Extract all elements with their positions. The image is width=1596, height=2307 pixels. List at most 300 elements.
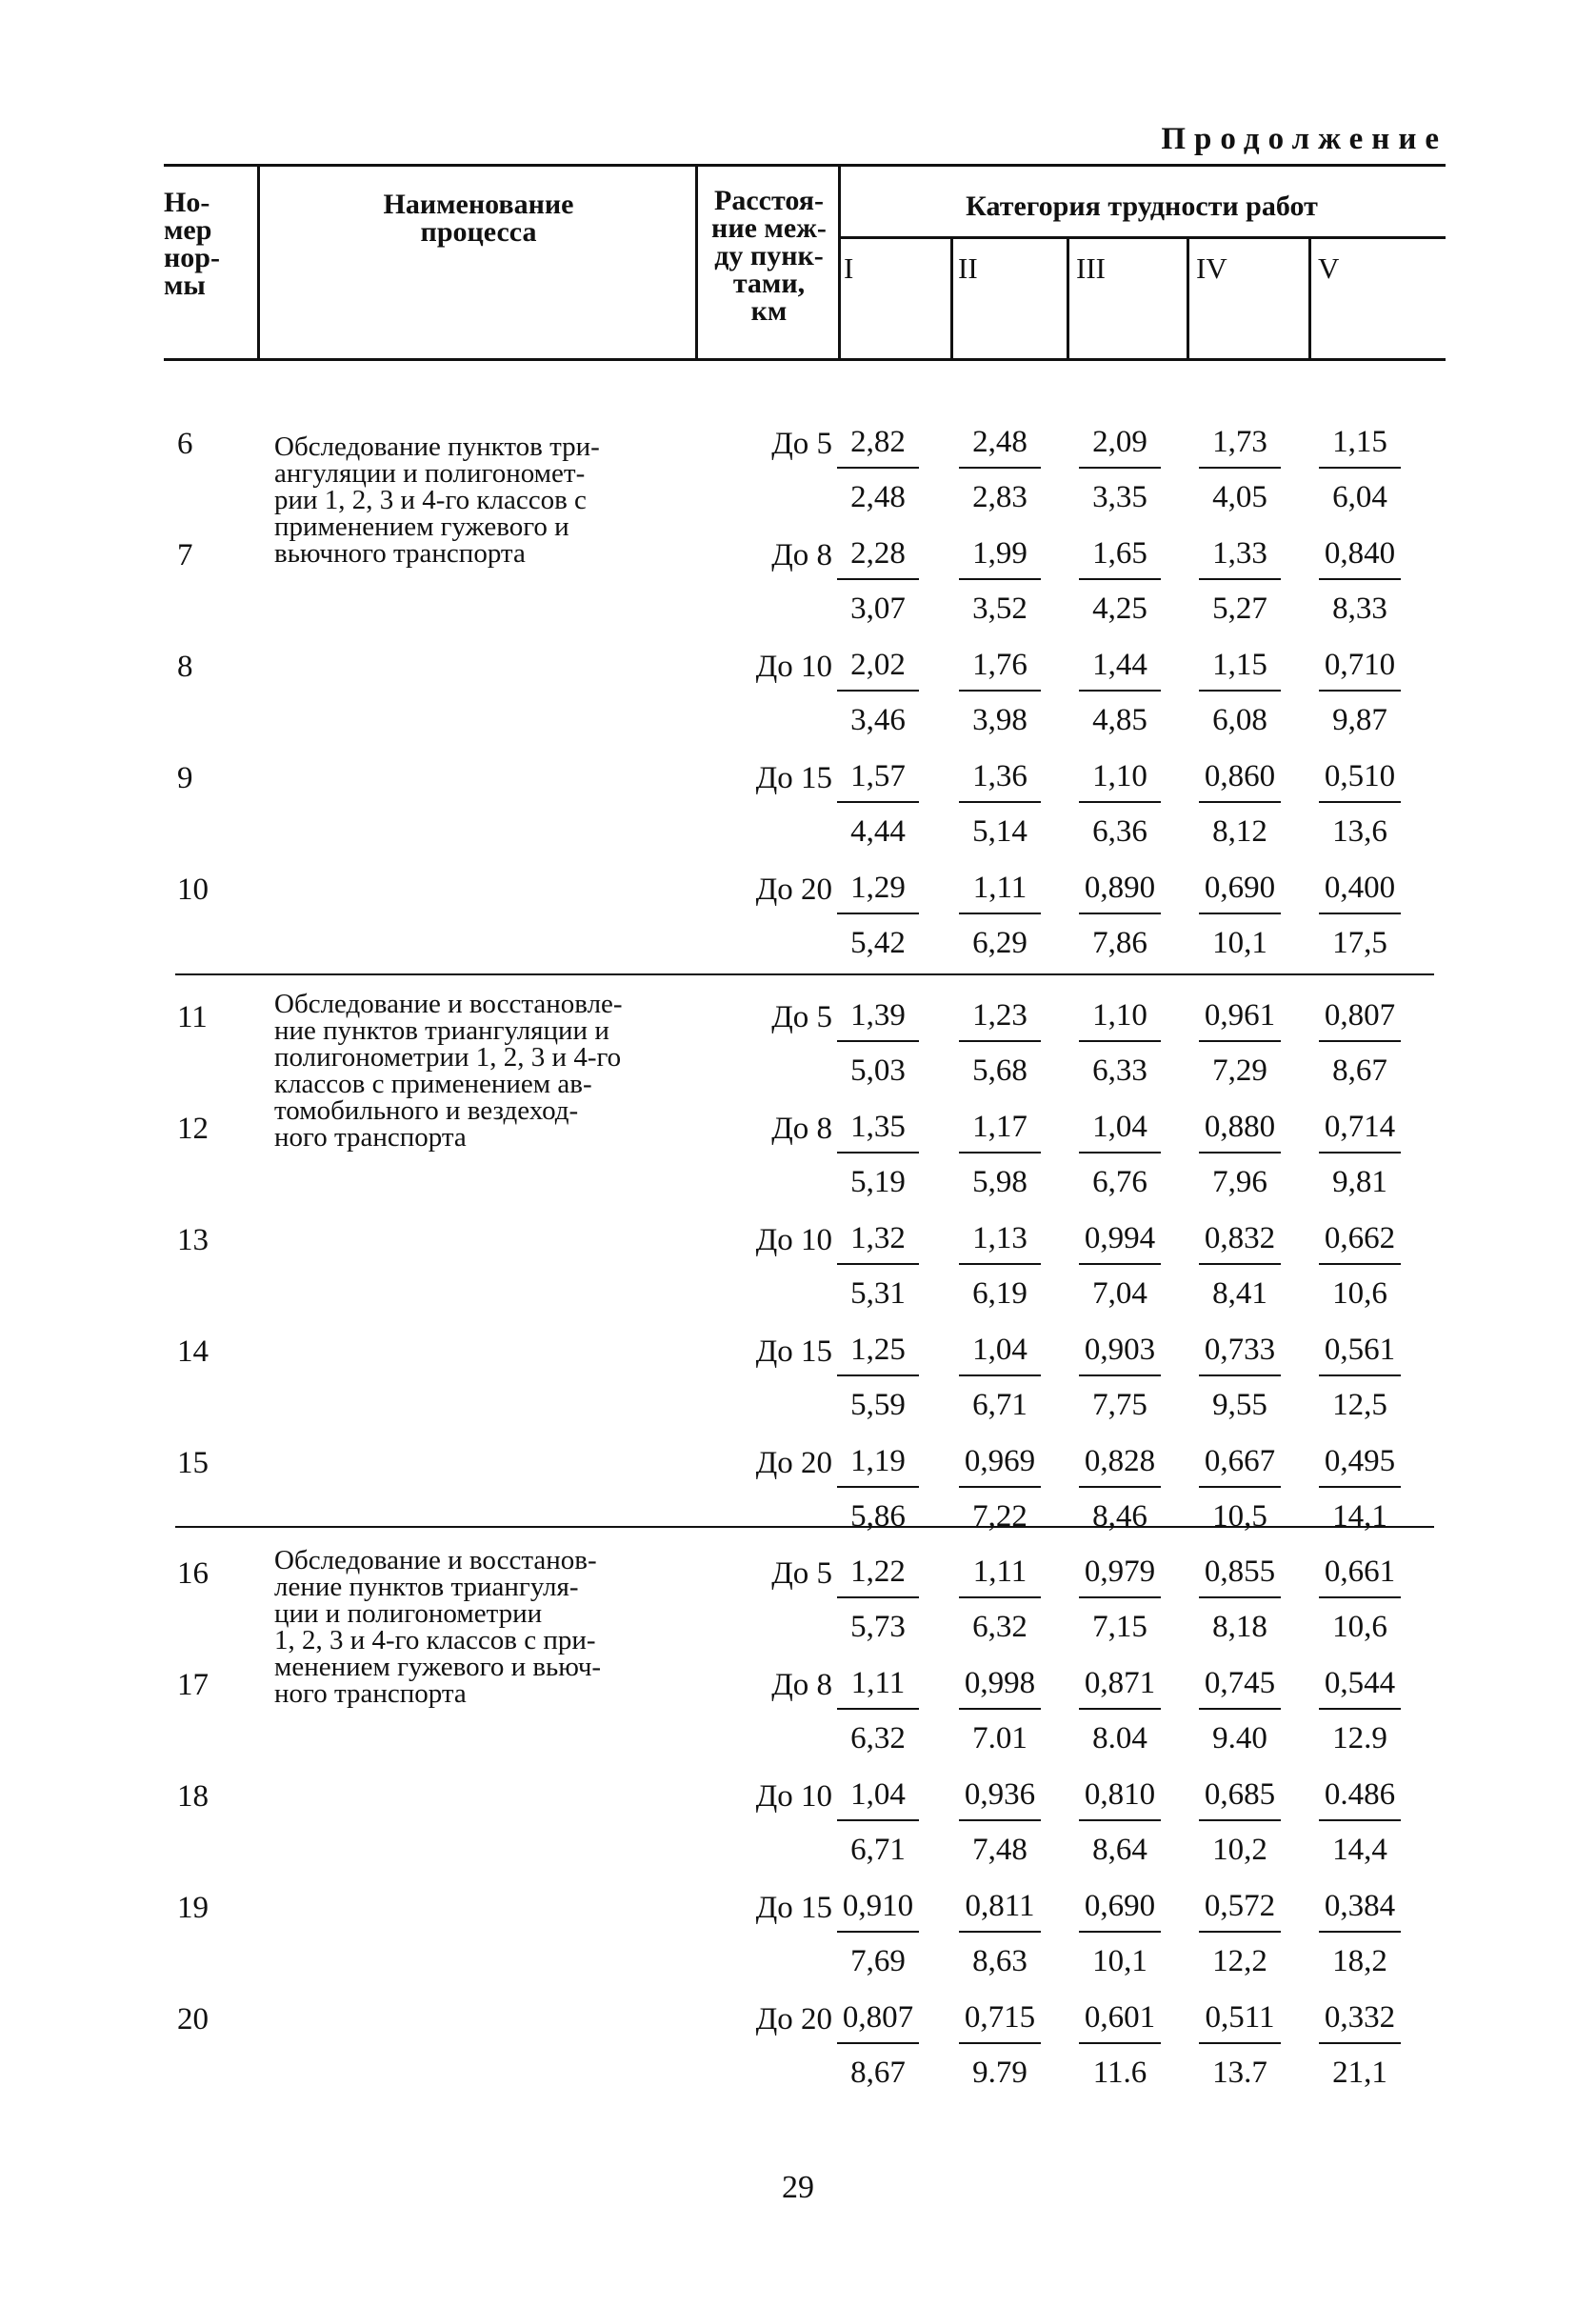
norm-value-top: 1,04 xyxy=(972,1333,1027,1367)
norm-value-top: 0,745 xyxy=(1204,1666,1276,1700)
process-line: полигонометрии 1, 2, 3 и 4-го xyxy=(274,1042,622,1073)
norm-value-bottom: 9,81 xyxy=(1332,1165,1387,1199)
norm-value-bottom: 12.9 xyxy=(1332,1721,1387,1755)
fraction-rule xyxy=(1319,2042,1401,2044)
fraction-rule xyxy=(1079,578,1161,580)
norm-value-top: 0,544 xyxy=(1324,1666,1396,1700)
norm-value-top: 0,601 xyxy=(1084,2000,1156,2035)
distance-value: До 5 xyxy=(771,427,832,461)
norm-number: 6 xyxy=(177,427,193,461)
norm-value-bottom: 10,1 xyxy=(1092,1944,1147,1978)
norm-value-bottom: 4,44 xyxy=(850,814,906,849)
fraction-rule xyxy=(959,1040,1041,1042)
norm-value-top: 1,11 xyxy=(972,871,1027,905)
header-bottom-rule xyxy=(164,358,1446,361)
norm-value-top: 0,661 xyxy=(1324,1555,1396,1589)
norm-value-top: 0,685 xyxy=(1204,1777,1276,1812)
norm-value-bottom: 4,85 xyxy=(1092,703,1147,737)
norm-value-top: 2,82 xyxy=(850,425,906,459)
fraction-rule xyxy=(1199,1374,1281,1376)
process-line: 1, 2, 3 и 4-го классов с при- xyxy=(274,1625,596,1655)
norm-value-bottom: 7,86 xyxy=(1092,926,1147,960)
norm-value-bottom: 8,33 xyxy=(1332,592,1387,626)
norm-number: 10 xyxy=(177,873,209,907)
header-process-line: Наименование xyxy=(383,189,574,220)
fraction-rule xyxy=(1199,690,1281,692)
norm-value-top: 0,400 xyxy=(1324,871,1396,905)
norm-value-top: 0,690 xyxy=(1204,871,1276,905)
norm-value-bottom: 9,55 xyxy=(1212,1388,1267,1422)
fraction-rule xyxy=(1199,1708,1281,1710)
norm-value-top: 1,10 xyxy=(1092,759,1147,793)
norm-value-top: 0,832 xyxy=(1204,1221,1276,1255)
fraction-rule xyxy=(1199,467,1281,469)
distance-value: До 5 xyxy=(771,1556,832,1591)
fraction-rule xyxy=(1199,801,1281,803)
norm-value-top: 1,15 xyxy=(1212,648,1267,682)
fraction-rule xyxy=(1079,1152,1161,1154)
continuation-label: Продолжение xyxy=(1161,122,1447,156)
header-process-line: процесса xyxy=(420,216,537,248)
fraction-rule xyxy=(1319,467,1401,469)
process-line: Обследование пунктов три- xyxy=(274,431,600,462)
norm-value-bottom: 4,05 xyxy=(1212,480,1267,514)
norm-value-top: 0,994 xyxy=(1084,1221,1156,1255)
norm-value-bottom: 21,1 xyxy=(1332,2056,1387,2090)
header-vline-5 xyxy=(1067,236,1069,360)
norm-value-top: 1,39 xyxy=(850,998,906,1033)
norm-value-top: 0,979 xyxy=(1084,1555,1156,1589)
norm-value-bottom: 8.04 xyxy=(1092,1721,1147,1755)
fraction-rule xyxy=(837,1596,919,1598)
header-vline-6 xyxy=(1187,236,1189,360)
norm-value-top: 1,44 xyxy=(1092,648,1147,682)
norm-value-top: 0,561 xyxy=(1324,1333,1396,1367)
norm-value-top: 0,961 xyxy=(1204,998,1276,1033)
norm-value-top: 0,710 xyxy=(1324,648,1396,682)
norm-value-bottom: 6,19 xyxy=(972,1276,1027,1311)
norm-value-top: 1,33 xyxy=(1212,536,1267,571)
header-vline-7 xyxy=(1308,236,1311,360)
norm-value-bottom: 3,52 xyxy=(972,592,1027,626)
norm-value-bottom: 7,48 xyxy=(972,1833,1027,1867)
norm-value-bottom: 8,18 xyxy=(1212,1610,1267,1644)
norm-value-top: 0,969 xyxy=(964,1444,1036,1478)
group-separator-rule xyxy=(175,973,1434,975)
norm-value-top: 0,667 xyxy=(1204,1444,1276,1478)
norm-value-bottom: 7,75 xyxy=(1092,1388,1147,1422)
fraction-rule xyxy=(1079,1486,1161,1488)
norm-number: 14 xyxy=(177,1334,209,1369)
header-distance-line: км xyxy=(750,295,788,327)
fraction-rule xyxy=(959,690,1041,692)
norm-value-top: 1,13 xyxy=(972,1221,1027,1255)
fraction-rule xyxy=(959,1152,1041,1154)
norm-value-top: 0.486 xyxy=(1324,1777,1396,1812)
fraction-rule xyxy=(1319,1152,1401,1154)
distance-value: До 10 xyxy=(755,650,832,684)
header-vline-4 xyxy=(950,236,953,360)
fraction-rule xyxy=(1199,1152,1281,1154)
fraction-rule xyxy=(1079,801,1161,803)
fraction-rule xyxy=(959,1486,1041,1488)
category-1: I xyxy=(844,251,854,285)
norm-value-top: 0,807 xyxy=(842,2000,914,2035)
norm-value-top: 0,495 xyxy=(1324,1444,1396,1478)
process-line: ции и полигонометрии xyxy=(274,1598,543,1629)
fraction-rule xyxy=(1079,1596,1161,1598)
category-2: II xyxy=(958,251,978,285)
norm-number: 18 xyxy=(177,1779,209,1814)
norm-value-top: 1,73 xyxy=(1212,425,1267,459)
norm-value-bottom: 7,69 xyxy=(850,1944,906,1978)
fraction-rule xyxy=(837,913,919,914)
norm-value-top: 0,855 xyxy=(1204,1555,1276,1589)
norm-value-bottom: 7,29 xyxy=(1212,1053,1267,1088)
norm-number: 17 xyxy=(177,1668,209,1702)
process-line: Обследование и восстанов- xyxy=(274,1545,597,1575)
process-line: менением гужевого и вьюч- xyxy=(274,1652,602,1682)
norm-value-top: 0,572 xyxy=(1204,1889,1276,1923)
fraction-rule xyxy=(837,1931,919,1933)
fraction-rule xyxy=(837,467,919,469)
header-distance-line: Расстоя- xyxy=(714,185,824,216)
fraction-rule xyxy=(837,1708,919,1710)
process-line: ного транспорта xyxy=(274,1678,467,1709)
fraction-rule xyxy=(1079,1263,1161,1265)
norm-value-top: 1,04 xyxy=(850,1777,906,1812)
norm-value-bottom: 6,32 xyxy=(972,1610,1027,1644)
header-distance-line: ние меж- xyxy=(711,212,827,244)
norm-value-bottom: 2,48 xyxy=(850,480,906,514)
norm-value-bottom: 6,32 xyxy=(850,1721,906,1755)
fraction-rule xyxy=(1199,1040,1281,1042)
norm-value-bottom: 5,19 xyxy=(850,1165,906,1199)
fraction-rule xyxy=(837,1263,919,1265)
fraction-rule xyxy=(959,578,1041,580)
norm-value-bottom: 12,2 xyxy=(1212,1944,1267,1978)
norm-value-bottom: 5,59 xyxy=(850,1388,906,1422)
norm-value-bottom: 5,73 xyxy=(850,1610,906,1644)
process-line: Обследование и восстановле- xyxy=(274,989,623,1019)
norm-value-top: 0,384 xyxy=(1324,1889,1396,1923)
header-number-line: Но- xyxy=(164,187,210,218)
norm-value-top: 1,19 xyxy=(850,1444,906,1478)
distance-value: До 8 xyxy=(771,1668,832,1702)
fraction-rule xyxy=(1079,467,1161,469)
norm-value-top: 1,11 xyxy=(850,1666,906,1700)
fraction-rule xyxy=(1319,1931,1401,1933)
norm-value-top: 1,25 xyxy=(850,1333,906,1367)
fraction-rule xyxy=(1319,1040,1401,1042)
norm-value-bottom: 6,71 xyxy=(850,1833,906,1867)
distance-value: До 8 xyxy=(771,538,832,572)
fraction-rule xyxy=(837,2042,919,2044)
norm-value-bottom: 14,4 xyxy=(1332,1833,1387,1867)
norm-value-top: 1,32 xyxy=(850,1221,906,1255)
norm-value-bottom: 3,07 xyxy=(850,592,906,626)
process-line: ление пунктов триангуля- xyxy=(274,1572,579,1602)
fraction-rule xyxy=(1199,1931,1281,1933)
header-number-line: нор- xyxy=(164,242,220,273)
header-number-line: мер xyxy=(164,214,212,246)
norm-value-top: 1,65 xyxy=(1092,536,1147,571)
header-category: Категория трудности работ xyxy=(966,191,1318,222)
norm-value-top: 0,910 xyxy=(842,1889,914,1923)
norm-value-top: 0,714 xyxy=(1324,1110,1396,1144)
fraction-rule xyxy=(959,913,1041,914)
norm-number: 19 xyxy=(177,1891,209,1925)
norm-value-bottom: 6,29 xyxy=(972,926,1027,960)
category-5: V xyxy=(1318,251,1340,285)
norm-value-bottom: 3,46 xyxy=(850,703,906,737)
norm-value-bottom: 7,15 xyxy=(1092,1610,1147,1644)
category-divider-rule xyxy=(838,236,1446,239)
norm-value-bottom: 7,22 xyxy=(972,1499,1027,1534)
norm-value-top: 1,22 xyxy=(850,1555,906,1589)
norm-value-bottom: 13.7 xyxy=(1212,2056,1267,2090)
distance-value: До 15 xyxy=(755,1891,832,1925)
norm-number: 7 xyxy=(177,538,193,572)
fraction-rule xyxy=(959,1931,1041,1933)
process-description-3 xyxy=(274,1547,731,1707)
fraction-rule xyxy=(1079,1040,1161,1042)
fraction-rule xyxy=(1079,2042,1161,2044)
norm-value-top: 2,02 xyxy=(850,648,906,682)
distance-value: До 10 xyxy=(755,1223,832,1257)
fraction-rule xyxy=(837,690,919,692)
norm-value-top: 1,15 xyxy=(1332,425,1387,459)
norm-value-top: 1,57 xyxy=(850,759,906,793)
norm-value-bottom: 8,67 xyxy=(1332,1053,1387,1088)
norm-value-bottom: 6,04 xyxy=(1332,480,1387,514)
norm-value-bottom: 10,5 xyxy=(1212,1499,1267,1534)
norm-value-top: 1,17 xyxy=(972,1110,1027,1144)
fraction-rule xyxy=(1199,1263,1281,1265)
header-vline-2 xyxy=(695,164,698,360)
fraction-rule xyxy=(837,1486,919,1488)
fraction-rule xyxy=(1319,1263,1401,1265)
norm-value-bottom: 8,46 xyxy=(1092,1499,1147,1534)
fraction-rule xyxy=(1319,1708,1401,1710)
norm-value-top: 0,936 xyxy=(964,1777,1036,1812)
norm-value-bottom: 7.01 xyxy=(972,1721,1027,1755)
fraction-rule xyxy=(959,1819,1041,1821)
norm-value-bottom: 7,04 xyxy=(1092,1276,1147,1311)
fraction-rule xyxy=(959,2042,1041,2044)
norm-value-top: 0,662 xyxy=(1324,1221,1396,1255)
norm-value-top: 2,48 xyxy=(972,425,1027,459)
header-vline-1 xyxy=(257,164,260,360)
norm-value-top: 0,903 xyxy=(1084,1333,1156,1367)
fraction-rule xyxy=(1199,1819,1281,1821)
norm-value-bottom: 9,87 xyxy=(1332,703,1387,737)
norm-value-bottom: 14,1 xyxy=(1332,1499,1387,1534)
norm-value-bottom: 3,98 xyxy=(972,703,1027,737)
norm-number: 20 xyxy=(177,2002,209,2036)
fraction-rule xyxy=(1319,801,1401,803)
norm-value-bottom: 10,6 xyxy=(1332,1276,1387,1311)
fraction-rule xyxy=(837,801,919,803)
norm-value-bottom: 12,5 xyxy=(1332,1388,1387,1422)
norm-value-top: 0,880 xyxy=(1204,1110,1276,1144)
process-description-2 xyxy=(274,991,731,1151)
norm-value-bottom: 5,68 xyxy=(972,1053,1027,1088)
norm-value-bottom: 6,33 xyxy=(1092,1053,1147,1088)
fraction-rule xyxy=(959,1708,1041,1710)
distance-value: До 20 xyxy=(755,873,832,907)
norm-value-bottom: 17,5 xyxy=(1332,926,1387,960)
fraction-rule xyxy=(837,578,919,580)
norm-value-bottom: 6,76 xyxy=(1092,1165,1147,1199)
norm-value-bottom: 6,36 xyxy=(1092,814,1147,849)
distance-value: До 20 xyxy=(755,2002,832,2036)
norm-value-top: 0,860 xyxy=(1204,759,1276,793)
category-3: III xyxy=(1076,251,1106,285)
norm-value-top: 1,11 xyxy=(972,1555,1027,1589)
fraction-rule xyxy=(1079,690,1161,692)
norm-number: 13 xyxy=(177,1223,209,1257)
norm-value-bottom: 8,64 xyxy=(1092,1833,1147,1867)
norm-value-bottom: 2,83 xyxy=(972,480,1027,514)
norm-value-top: 0,828 xyxy=(1084,1444,1156,1478)
norm-value-bottom: 10,1 xyxy=(1212,926,1267,960)
process-line: применением гужевого и xyxy=(274,512,569,542)
process-line: рии 1, 2, 3 и 4-го классов с xyxy=(274,485,587,515)
norm-value-top: 1,35 xyxy=(850,1110,906,1144)
process-line: томобильного и вездеход- xyxy=(274,1095,579,1126)
distance-value: До 10 xyxy=(755,1779,832,1814)
norm-value-top: 0,733 xyxy=(1204,1333,1276,1367)
distance-value: До 15 xyxy=(755,1334,832,1369)
fraction-rule xyxy=(1319,1596,1401,1598)
fraction-rule xyxy=(1199,1486,1281,1488)
norm-value-top: 2,28 xyxy=(850,536,906,571)
norm-number: 11 xyxy=(177,1000,208,1034)
norm-value-top: 1,36 xyxy=(972,759,1027,793)
norm-value-bottom: 5,27 xyxy=(1212,592,1267,626)
norm-value-top: 0,810 xyxy=(1084,1777,1156,1812)
norm-number: 8 xyxy=(177,650,193,684)
fraction-rule xyxy=(837,1040,919,1042)
page-number: 29 xyxy=(782,2170,814,2205)
fraction-rule xyxy=(1199,2042,1281,2044)
norm-value-top: 2,09 xyxy=(1092,425,1147,459)
fraction-rule xyxy=(959,1263,1041,1265)
norm-value-bottom: 8,67 xyxy=(850,2056,906,2090)
distance-value: До 20 xyxy=(755,1446,832,1480)
fraction-rule xyxy=(1079,1931,1161,1933)
norm-value-bottom: 6,08 xyxy=(1212,703,1267,737)
fraction-rule xyxy=(1319,913,1401,914)
norm-value-top: 0,510 xyxy=(1324,759,1396,793)
norm-number: 15 xyxy=(177,1446,209,1480)
norm-value-top: 0,998 xyxy=(964,1666,1036,1700)
norm-value-top: 0,715 xyxy=(964,2000,1036,2035)
header-process xyxy=(267,191,690,246)
norm-value-top: 0,871 xyxy=(1084,1666,1156,1700)
norm-value-bottom: 7,96 xyxy=(1212,1165,1267,1199)
norm-value-top: 0,332 xyxy=(1324,2000,1396,2035)
header-distance xyxy=(700,187,838,325)
fraction-rule xyxy=(1199,913,1281,914)
process-line: ние пунктов триангуляции и xyxy=(274,1015,609,1046)
fraction-rule xyxy=(959,467,1041,469)
norm-value-bottom: 18,2 xyxy=(1332,1944,1387,1978)
header-number-line: мы xyxy=(164,270,206,301)
norm-value-top: 1,10 xyxy=(1092,998,1147,1033)
header-distance-line: ду пунк- xyxy=(714,240,824,271)
norm-value-bottom: 9.79 xyxy=(972,2056,1027,2090)
norm-value-top: 0,511 xyxy=(1205,2000,1275,2035)
norm-value-bottom: 9.40 xyxy=(1212,1721,1267,1755)
fraction-rule xyxy=(1199,1596,1281,1598)
norm-number: 16 xyxy=(177,1556,209,1591)
norm-value-top: 0,807 xyxy=(1324,998,1396,1033)
norm-value-bottom: 11.6 xyxy=(1092,2056,1147,2090)
norm-value-top: 0,811 xyxy=(965,1889,1035,1923)
norm-value-top: 1,99 xyxy=(972,536,1027,571)
distance-value: До 5 xyxy=(771,1000,832,1034)
norm-value-top: 1,04 xyxy=(1092,1110,1147,1144)
fraction-rule xyxy=(1079,1708,1161,1710)
fraction-rule xyxy=(1319,690,1401,692)
norm-value-top: 0,840 xyxy=(1324,536,1396,571)
norm-value-bottom: 4,25 xyxy=(1092,592,1147,626)
norm-value-bottom: 8,63 xyxy=(972,1944,1027,1978)
fraction-rule xyxy=(1199,578,1281,580)
fraction-rule xyxy=(1319,1486,1401,1488)
fraction-rule xyxy=(837,1152,919,1154)
process-description-1 xyxy=(274,433,731,567)
norm-value-bottom: 8,41 xyxy=(1212,1276,1267,1311)
norm-value-bottom: 6,71 xyxy=(972,1388,1027,1422)
norm-value-top: 1,29 xyxy=(850,871,906,905)
norm-value-bottom: 5,14 xyxy=(972,814,1027,849)
norm-value-bottom: 10,6 xyxy=(1332,1610,1387,1644)
fraction-rule xyxy=(959,801,1041,803)
process-line: ангуляции и полигономет- xyxy=(274,458,586,489)
norm-value-top: 0,890 xyxy=(1084,871,1156,905)
norm-value-bottom: 5,31 xyxy=(850,1276,906,1311)
header-vline-3 xyxy=(838,164,841,360)
norm-value-bottom: 5,98 xyxy=(972,1165,1027,1199)
fraction-rule xyxy=(1079,913,1161,914)
norm-number: 12 xyxy=(177,1112,209,1146)
fraction-rule xyxy=(837,1374,919,1376)
fraction-rule xyxy=(1319,578,1401,580)
distance-value: До 15 xyxy=(755,761,832,795)
fraction-rule xyxy=(959,1374,1041,1376)
norm-value-top: 1,23 xyxy=(972,998,1027,1033)
norm-value-bottom: 5,42 xyxy=(850,926,906,960)
fraction-rule xyxy=(1319,1819,1401,1821)
category-4: IV xyxy=(1196,251,1227,285)
norm-value-bottom: 10,2 xyxy=(1212,1833,1267,1867)
norm-value-bottom: 13,6 xyxy=(1332,814,1387,849)
fraction-rule xyxy=(1079,1819,1161,1821)
norm-value-bottom: 5,03 xyxy=(850,1053,906,1088)
distance-value: До 8 xyxy=(771,1112,832,1146)
norm-value-bottom: 5,86 xyxy=(850,1499,906,1534)
norm-value-top: 1,76 xyxy=(972,648,1027,682)
header-distance-line: тами, xyxy=(732,268,806,299)
fraction-rule xyxy=(1319,1374,1401,1376)
fraction-rule xyxy=(837,1819,919,1821)
norm-value-bottom: 8,12 xyxy=(1212,814,1267,849)
norm-value-top: 0,690 xyxy=(1084,1889,1156,1923)
fraction-rule xyxy=(959,1596,1041,1598)
